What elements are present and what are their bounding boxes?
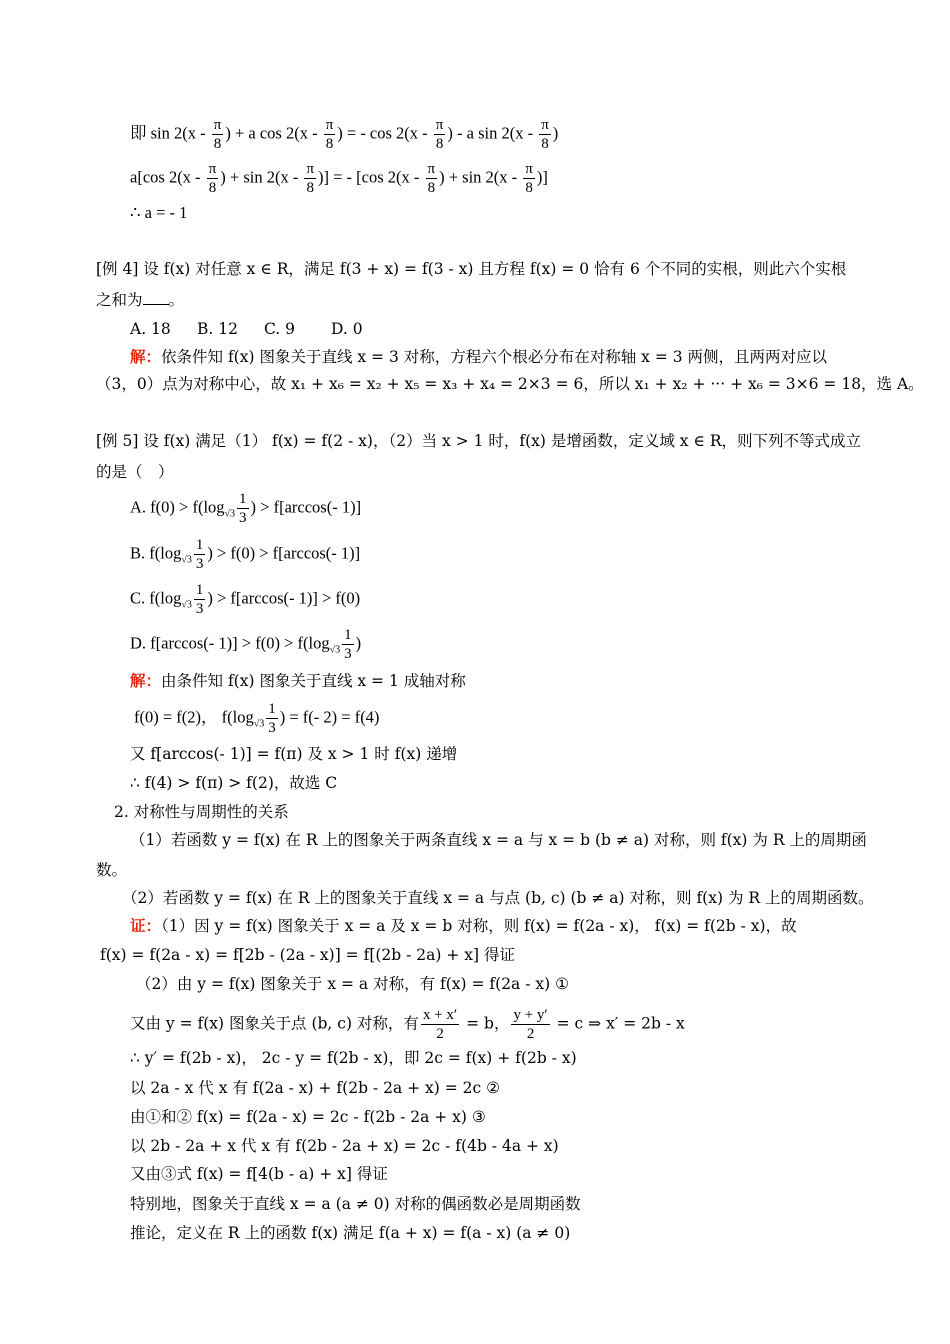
fraction [237,490,249,527]
section2-p1a: （1）若函数 y = f(x) 在 R 上的图象关于两条直线 x = a 与 x = b (b ≠ a) 对称，则 f(x) 为 R 上的周期函 [130,831,867,849]
numerator: π [208,161,217,177]
derivation-line-2 [130,160,548,197]
denominator: 8 [306,180,314,196]
proof-line-7: 由①和② f(x) = f(2a - x) = 2c - f(2b - 2a + x) ③ [130,1108,486,1126]
expr: ) + sin 2(x - [439,167,522,187]
section-title: 2. 对称性与周期性的关系 [114,803,289,821]
example4-solution-2: （3，0）点为对称中心，故 x₁ + x₆ = x₂ + x₅ = x₃ + x₄ = 2×3 = 6，所以 x₁ + x₂ + ··· + x₆ = 3×6 = 18，选 A。 [96,375,924,393]
denominator: 8 [325,136,334,152]
numerator: π [525,161,533,177]
numerator: 1 [268,701,276,717]
solution-label: 解： [130,671,162,690]
log-base: √3 [329,644,341,656]
derivation-line-3: ∴ a = - 1 [130,203,188,222]
denominator: 8 [427,180,436,196]
denominator: 3 [344,646,352,662]
denominator: 3 [195,556,204,572]
example5-solution-3: 又 f[arccos(- 1)] = f(π) 及 x > 1 时 f(x) 递增 [130,745,458,763]
text: 又由 y = f(x) 图象关于点 (b, c) 对称，有 [130,1014,419,1033]
proof-line-6: 以 2a - x 代 x 有 f(2a - x) + f(2b - 2a + x) = 2c ② [130,1079,501,1097]
log-base: √3 [253,718,265,730]
denominator: 8 [213,136,222,152]
numerator: π [306,161,315,177]
example5-line-1: [例 5] 设 f(x) 满足（1） f(x) = f(2 - x)，（2）当 x > 1 时，f(x) 是增函数，定义域 x ∈ R，则下列不等式成立 [96,432,862,450]
example5-solution-2 [134,700,379,737]
solution-label: 解： [130,347,162,366]
expr: sin 2(x - [150,123,210,143]
option-a: A. 18 [130,320,171,338]
text: 依条件知 f(x) 图象关于直线 x = 3 对称，方程六个根必分布在对称轴 x = 3 两侧，且两两对应以 [161,348,828,366]
denominator: 2 [436,1026,444,1042]
option-b: B. 12 [197,320,238,338]
fraction [539,116,551,153]
expr: ) > f[arccos(- 1)] [250,497,362,517]
proof-line-9: 又由③式 f(x) = f[4(b - a) + x] 得证 [130,1165,388,1183]
fraction [304,160,316,197]
expr: ) [355,633,362,653]
expr: ) - a sin 2(x - [447,123,538,143]
section2-p1b: 数。 [96,861,128,879]
example5-option-a [130,490,361,527]
example5-line-2: 的是（ ） [96,463,174,481]
expr: f(0) = f(2)， f(log [134,707,254,727]
fraction [511,1006,549,1043]
denominator: 2 [526,1026,535,1042]
example4-options [130,318,363,340]
numerator: π [427,161,436,177]
numerator: π [325,117,334,133]
expr: ) [552,123,559,143]
expr: ) = f(- 2) = f(4) [279,707,380,727]
numerator: π [213,117,222,133]
expr: a[cos 2(x - [130,167,205,187]
fraction [266,700,278,737]
expr: B. f(log [130,543,182,563]
numerator: x + x′ [422,1007,458,1023]
text: 由条件知 f(x) 图象关于直线 x = 1 成轴对称 [161,672,466,690]
fraction [212,116,224,153]
log-base: √3 [181,554,192,566]
example4-line-1: [例 4] 设 f(x) 对任意 x ∈ R，满足 f(3 + x) = f(3 - x) 且方程 f(x) = 0 恰有 6 个不同的实根，则此六个实根 [96,260,847,278]
expr: C. f(log [130,588,182,608]
denominator: 8 [541,136,549,152]
proof-line-5: ∴ y′ = f(2b - x)， 2c - y = f(2b - x)，即 2c = f(x) + f(2b - x) [130,1049,577,1067]
denominator: 8 [435,136,444,152]
numerator: 1 [195,582,204,598]
expr: ) + a cos 2(x - [225,123,322,143]
text: （1）因 y = f(x) 图象关于 x = a 及 x = b 对称，则 f(x) = f(2a - x)， f(x) = f(2b - x)，故 [161,917,797,935]
proof-line-10: 特别地，图象关于直线 x = a (a ≠ 0) 对称的偶函数必是周期函数 [130,1195,581,1213]
expr: A. f(0) > f(log [130,497,225,517]
proof-line-2: f(x) = f(2a - x) = f[2b - (2a - x)] = f[(2b - 2a) + x] 得证 [100,946,516,964]
expr: ) > f[arccos(- 1)] > f(0) [207,588,361,608]
numerator: π [435,117,444,133]
denominator: 3 [195,601,204,617]
answer-blank [143,290,169,305]
expr: ) > f(0) > f[arccos(- 1)] [207,543,361,563]
fraction [324,116,336,153]
expr: ) = - cos 2(x - [337,123,432,143]
fraction [421,1006,459,1043]
text: = b， [461,1014,510,1033]
text: = c ⇒ x′ = 2b - x [551,1014,685,1033]
proof-line-4 [130,1006,685,1043]
example5-option-d [130,626,361,663]
section2-p2: （2）若函数 y = f(x) 在 R 上的图象关于直线 x = a 与点 (b, c) (b ≠ a) 对称，则 f(x) 为 R 上的周期函数。 [122,889,874,907]
expr: D. f[arccos(- 1)] > f(0) > f(log [130,633,330,653]
expr: )] = - [cos 2(x - [318,167,424,187]
denominator: 8 [525,180,533,196]
proof-line-11: 推论，定义在 R 上的函数 f(x) 满足 f(a + x) = f(a - x) (a ≠ 0) [130,1224,571,1242]
fraction [523,160,535,197]
proof-line-1 [130,915,797,937]
fraction [194,536,206,573]
numerator: 1 [344,627,352,643]
proof-line-3: （2）由 y = f(x) 图象关于 x = a 对称，有 f(x) = f(2a - x) ① [136,975,569,993]
example4-line-2 [96,289,184,311]
fraction [342,626,354,663]
fraction [207,160,219,197]
example5-solution-4: ∴ f(4) > f(π) > f(2)，故选 C [130,774,338,792]
text: 。 [168,291,185,309]
example5-option-b [130,536,360,573]
derivation-line-1 [130,116,558,153]
fraction [194,581,206,618]
fraction [426,160,438,197]
numerator: y + y′ [513,1007,548,1023]
expr: ) + sin 2(x - [220,167,303,187]
denominator: 3 [239,510,247,526]
log-base: √3 [224,508,236,520]
example5-solution-1 [130,670,466,692]
fraction [434,116,446,153]
text: 即 [130,123,151,143]
proof-label: 证： [130,916,162,935]
example4-solution-1 [130,346,827,368]
denominator: 8 [208,180,217,196]
numerator: 1 [239,491,247,507]
proof-line-8: 以 2b - 2a + x 代 x 有 f(2b - 2a + x) = 2c - f(4b - 4a + x) [130,1137,559,1155]
option-c: C. 9 [264,320,296,338]
text: 之和为 [96,291,143,309]
option-d: D. 0 [331,320,363,338]
numerator: π [541,117,549,133]
log-base: √3 [181,599,192,611]
expr: )] [536,167,548,187]
numerator: 1 [195,537,204,553]
denominator: 3 [268,720,276,736]
example5-option-c [130,581,360,618]
